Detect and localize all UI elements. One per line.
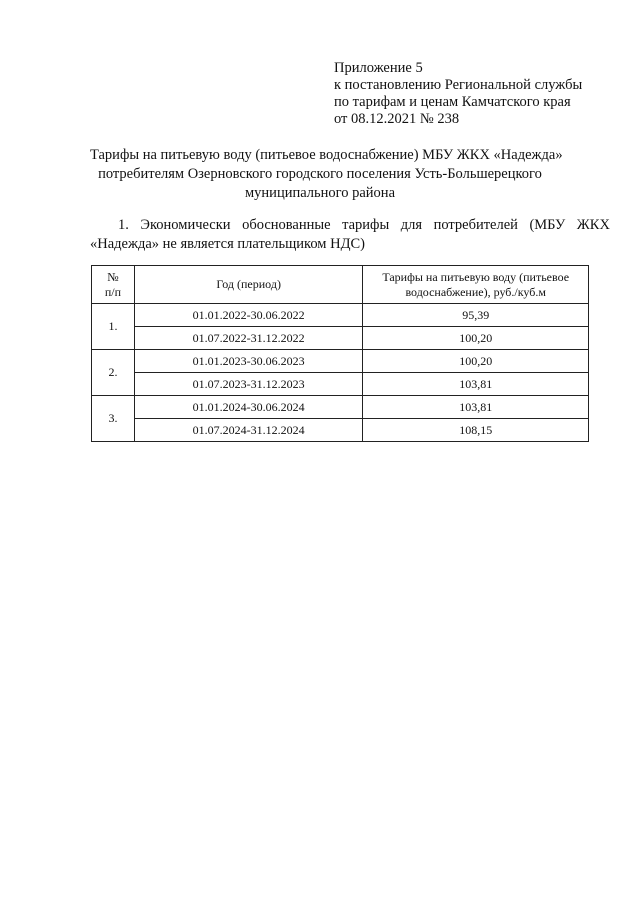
period-cell: 01.01.2024-30.06.2024 (134, 396, 362, 419)
tariff-cell: 100,20 (363, 327, 589, 350)
paragraph-word: ЖКХ (576, 217, 610, 233)
paragraph-word: потребителей (433, 217, 518, 233)
table-row (92, 396, 589, 419)
paragraph-first-line (90, 216, 610, 235)
table-row (92, 304, 589, 327)
appendix-line: к постановлению Региональной службы (334, 77, 583, 93)
header-period: Год (период) (134, 266, 362, 304)
header-number-line: № (107, 269, 119, 284)
paragraph-second-line: «Надежда» не является плательщиком НДС) (90, 236, 365, 252)
table-row (92, 350, 589, 373)
table-header-row (92, 266, 589, 304)
tariff-cell: 103,81 (363, 396, 589, 419)
title-line: муниципального района (245, 185, 395, 201)
header-tariff-line: водоснабжение), руб./куб.м (405, 284, 546, 299)
tariff-cell: 108,15 (363, 419, 589, 442)
table-row (92, 373, 589, 396)
period-cell: 01.07.2024-31.12.2024 (134, 419, 362, 442)
paragraph-word: (МБУ (529, 217, 566, 233)
title-line: потребителям Озерновского городского поселения Усть-Большерецкого (98, 166, 542, 182)
tariff-cell: 103,81 (363, 373, 589, 396)
table-row (92, 419, 589, 442)
paragraph-word: для (400, 217, 423, 233)
table-row (92, 327, 589, 350)
document-title (90, 146, 563, 203)
appendix-line: от 08.12.2021 № 238 (334, 111, 460, 127)
row-number: 2. (92, 350, 135, 396)
period-cell: 01.07.2022-31.12.2022 (134, 327, 362, 350)
row-number: 1. (92, 304, 135, 350)
row-number: 3. (92, 396, 135, 442)
title-line: Тарифы на питьевую воду (питьевое водоснабжение) МБУ ЖКХ «Надежда» (90, 147, 563, 163)
paragraph-word: Экономически (140, 217, 231, 233)
header-number-line: п/п (104, 284, 122, 299)
header-tariff (363, 266, 589, 304)
appendix-block (334, 60, 624, 128)
header-tariff-line: Тарифы на питьевую воду (питьевое (382, 269, 570, 284)
period-cell: 01.07.2023-31.12.2023 (134, 373, 362, 396)
appendix-line: Приложение 5 (334, 60, 423, 76)
paragraph-1 (90, 216, 610, 254)
header-number (92, 266, 135, 304)
paragraph-word: обоснованные (242, 217, 331, 233)
tariff-table (91, 265, 589, 442)
period-cell: 01.01.2022-30.06.2022 (134, 304, 362, 327)
period-cell: 01.01.2023-30.06.2023 (134, 350, 362, 373)
tariff-cell: 95,39 (363, 304, 589, 327)
appendix-line: по тарифам и ценам Камчатского края (334, 94, 571, 110)
paragraph-word: тарифы (342, 217, 390, 233)
tariff-cell: 100,20 (363, 350, 589, 373)
paragraph-number: 1. (118, 217, 129, 233)
